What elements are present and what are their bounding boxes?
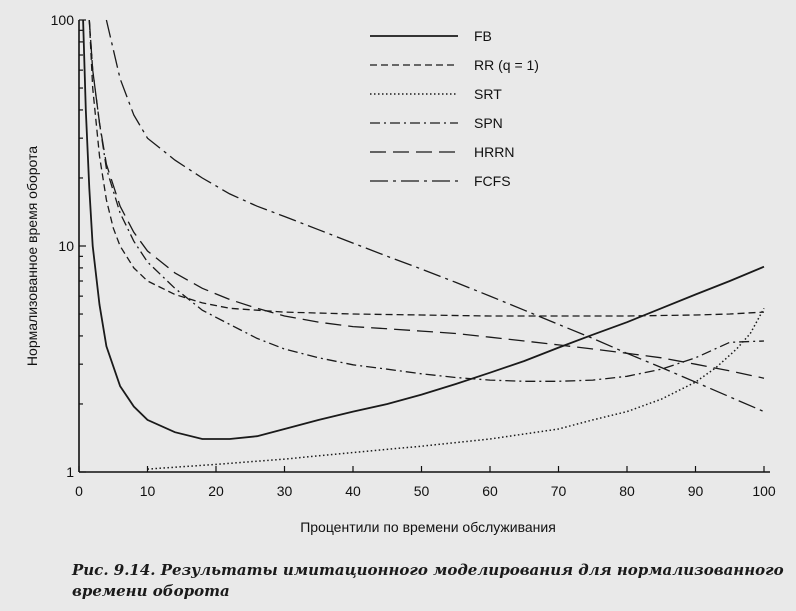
axes xyxy=(79,20,770,472)
x-tick-label: 70 xyxy=(550,483,567,499)
series-lines xyxy=(83,20,764,469)
y-axis-title: Нормализованное время оборота xyxy=(24,145,40,367)
legend-label-2: SRT xyxy=(474,86,502,102)
x-tick-label: 100 xyxy=(752,483,776,499)
legend-label-4: HRRN xyxy=(474,144,515,160)
series-line-0 xyxy=(83,20,764,439)
legend-label-1: RR (q = 1) xyxy=(474,57,539,73)
series-line-2 xyxy=(148,308,765,469)
legend-label-0: FB xyxy=(474,28,492,44)
y-tick-label: 1 xyxy=(66,464,74,480)
series-line-5 xyxy=(106,20,764,412)
x-tick-label: 90 xyxy=(687,483,704,499)
x-ticks xyxy=(75,466,776,499)
series-line-4 xyxy=(89,20,764,378)
x-tick-label: 40 xyxy=(345,483,361,499)
legend xyxy=(370,28,539,189)
series-line-3 xyxy=(89,20,764,381)
x-tick-label: 10 xyxy=(139,483,156,499)
x-tick-label: 60 xyxy=(482,483,498,499)
x-axis-title: Процентили по времени обслуживания xyxy=(300,519,556,535)
legend-label-5: FCFS xyxy=(474,173,511,189)
figure-caption: Рис. 9.14. Результаты имитационного моделирования для нормализованного времени оборота xyxy=(72,561,784,600)
x-tick-label: 0 xyxy=(75,483,83,499)
x-tick-label: 80 xyxy=(619,483,635,499)
legend-label-3: SPN xyxy=(474,115,503,131)
y-ticks xyxy=(51,12,86,480)
x-tick-label: 30 xyxy=(276,483,293,499)
y-tick-label: 100 xyxy=(50,12,74,28)
x-tick-label: 50 xyxy=(413,483,430,499)
x-tick-label: 20 xyxy=(208,483,224,499)
y-tick-label: 10 xyxy=(58,238,74,254)
